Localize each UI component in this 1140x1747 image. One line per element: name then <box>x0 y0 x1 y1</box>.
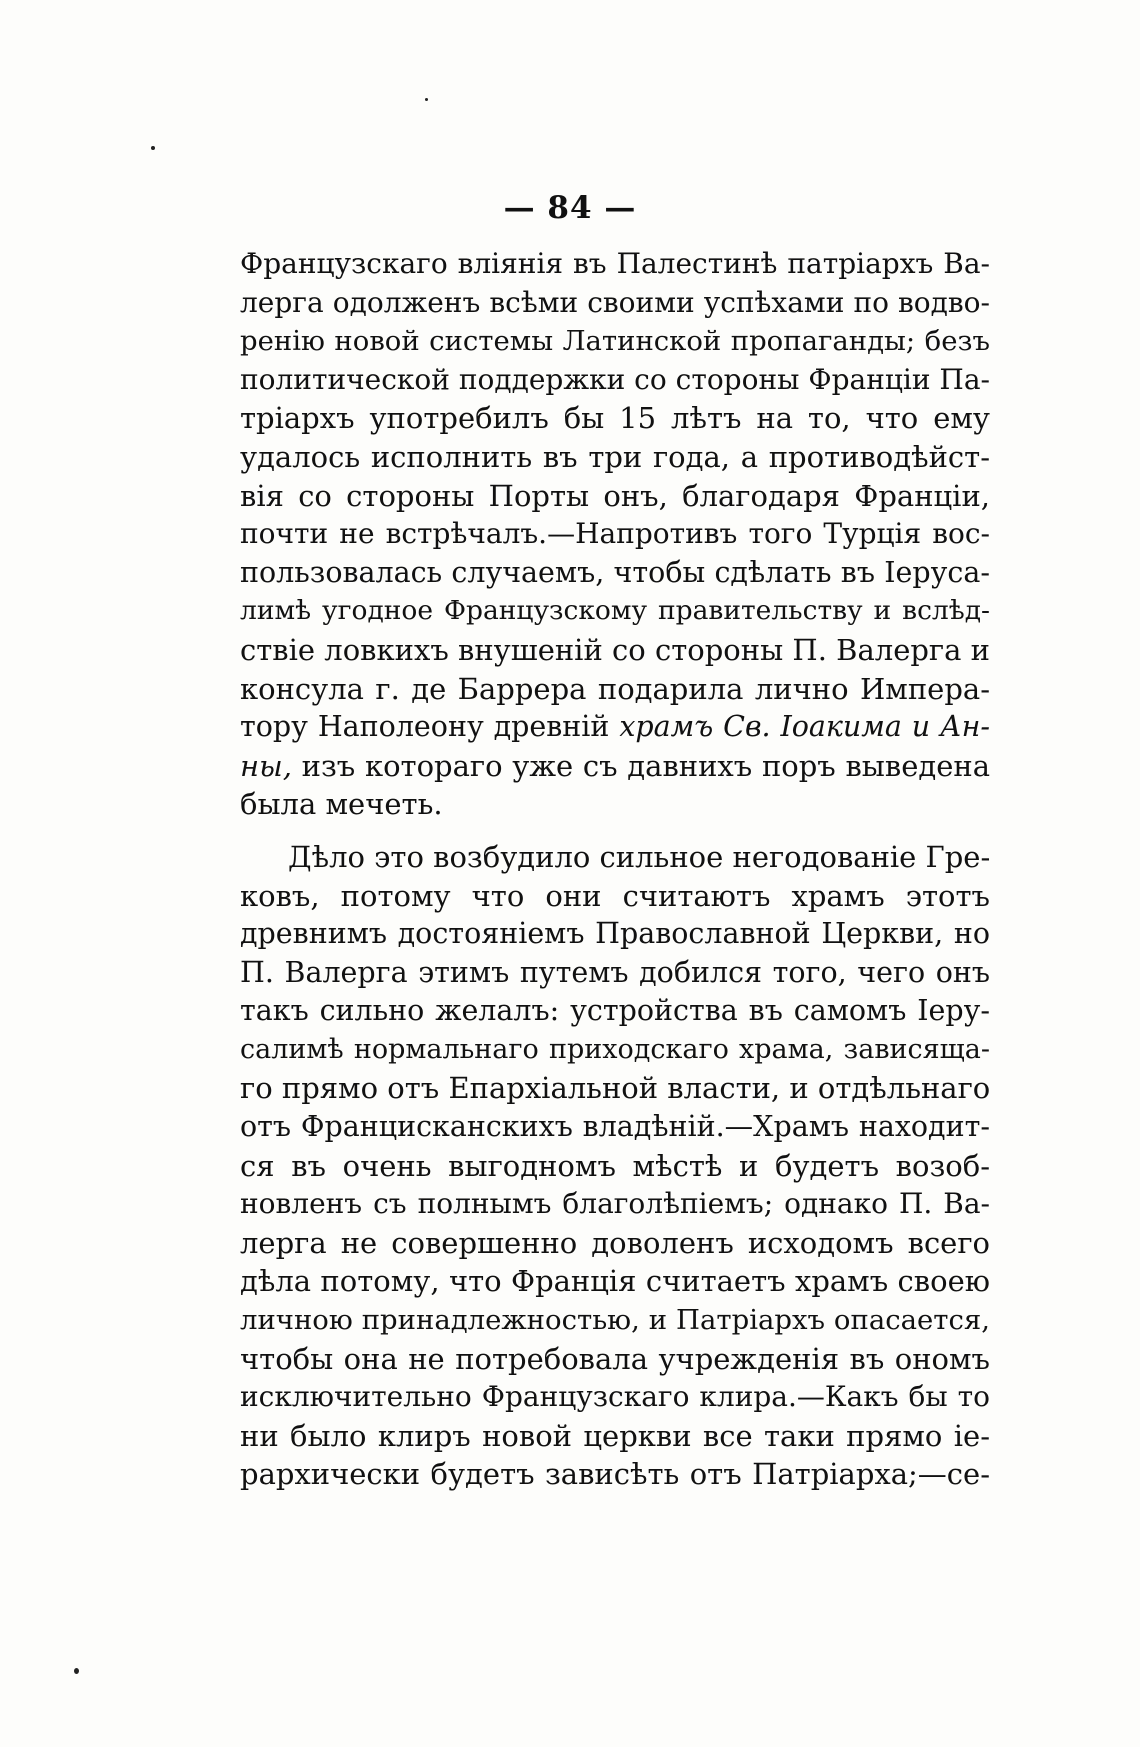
page-number: — 84 — <box>503 190 637 226</box>
text-line: ренію новой системы Латинской пропаганды; безъ <box>240 325 990 358</box>
text-line: отъ Францисканскихъ владѣній.—Храмъ находит- <box>240 1110 990 1144</box>
text-line: Французскаго вліянія въ Палестинѣ патріархъ Ва- <box>240 247 990 280</box>
text-line: новленъ съ полнымъ благолѣпіемъ; однако П. Ва- <box>240 1187 990 1221</box>
text-line: такъ сильно желалъ: устройства въ самомъ Іеру- <box>240 994 990 1028</box>
paragraph-gap <box>240 824 990 838</box>
paragraph-1 <box>240 245 990 824</box>
italic-text-segment: храмъ Св. Іоакима и Ан- <box>619 710 990 744</box>
text-line: салимѣ нормальнаго приходскаго храма, зависяща- <box>240 1033 990 1065</box>
text-line: ни было клиръ новой церкви все таки прямо іе- <box>240 1418 990 1453</box>
text-line: ствіе ловкихъ внушеній со стороны П. Валерга и <box>240 632 990 667</box>
text-line: была мечеть. <box>240 787 443 822</box>
text-line: чтобы она не потребовала учрежденія въ ономъ <box>240 1341 990 1376</box>
text-line: лерга одолженъ всѣми своими успѣхами по водво- <box>240 285 990 319</box>
paragraph-2 <box>240 838 990 1494</box>
italic-text-segment: ны, <box>240 748 292 783</box>
text-line <box>240 708 990 747</box>
text-line: политической поддержки со стороны Франціи Па- <box>240 362 990 396</box>
body-text <box>240 245 990 1494</box>
text-line: рархически будетъ зависѣть отъ Патріарха;—се- <box>240 1457 990 1492</box>
text-line: лимѣ угодное Французскому правительству и вслѣд- <box>240 595 990 627</box>
text-line: удалось исполнить въ три года, а противодѣйст- <box>240 439 990 474</box>
text-line: ся въ очень выгодномъ мѣстѣ и будетъ возоб- <box>240 1148 990 1183</box>
text-line <box>240 747 990 786</box>
text-line: консула г. де Баррера подарила лично Импера- <box>240 671 990 706</box>
text-line: го прямо отъ Епархіальной власти, и отдѣльнаго <box>240 1071 991 1106</box>
scan-speck <box>425 98 428 101</box>
text-segment: тору Наполеону древній <box>240 710 620 744</box>
text-line: ковъ, потому что они считаютъ храмъ этотъ <box>240 878 990 913</box>
text-line: дѣла потому, что Франція считаетъ храмъ своею <box>240 1264 990 1299</box>
text-line: лерга не совершенно доволенъ исходомъ всего <box>240 1225 990 1260</box>
text-line: П. Валерга этимъ путемъ добился того, чего онъ <box>240 955 990 989</box>
text-line: тріархъ употребилъ бы 15 лѣтъ на то, что ему <box>240 401 990 436</box>
text-line: исключительно Французскаго клира.—Какъ бы то <box>240 1380 990 1414</box>
text-line: почти не встрѣчалъ.—Напротивъ того Турція вос- <box>240 517 990 551</box>
text-line: личною принадлежностью, и Патріархъ опасается, <box>240 1304 990 1337</box>
text-line: Дѣло это возбудило сильное негодованіе Гре- <box>288 839 991 874</box>
text-line: пользовалась случаемъ, чтобы сдѣлать въ Іеруса- <box>240 555 990 589</box>
text-segment: изъ котораго уже съ давнихъ поръ выведена <box>291 748 990 783</box>
scan-speck <box>151 146 155 150</box>
text-line: древнимъ достояніемъ Православной Церкви, но <box>240 917 990 951</box>
scan-speck <box>74 1668 79 1674</box>
text-line: вія со стороны Порты онъ, благодаря Франціи, <box>240 478 990 513</box>
